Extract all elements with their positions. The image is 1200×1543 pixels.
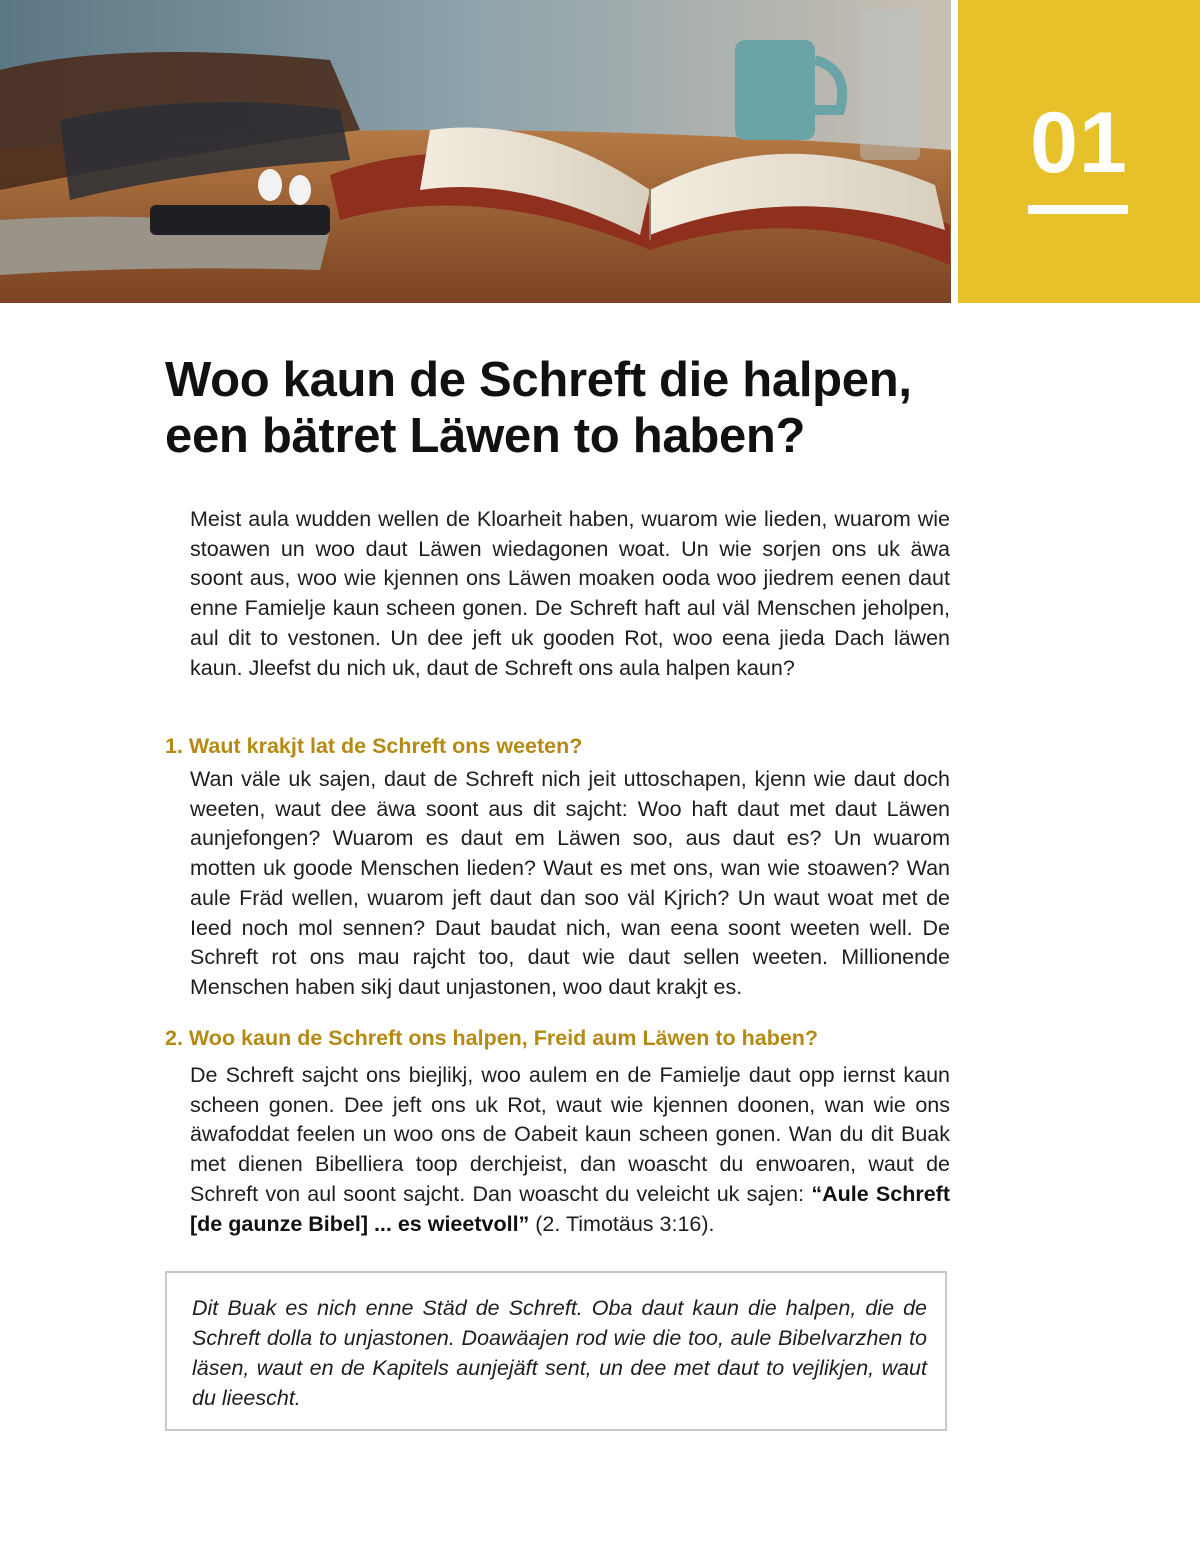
section-text-1: Wan väle uk sajen, daut de Schreft nich jeit uttoschapen, kjenn wie daut doch weeten, waut dee äwa soont aus dit sajcht: Woo haft daut met daut Läwen aunjefongen? Wuarom es daut em Läwen soo, aus daut es? Un wuarom motten uk goode Menschen lieden? Waut es met ons, wan wie stoawen? Wan aule Fräd wellen, wuarom jeft daut dan soo väl Kjrich? Un waut woat met de Ieed noch mol sennen? Daut baudat nich, wan eena soont weeten well. De Schreft rot ons mau rajcht too, daut wie daut sellen weeten. Millionende Menschen haben sikj daut unjastonen, woo daut krakjt es. xyxy=(190,767,950,999)
header-photo xyxy=(0,0,951,303)
section-text-2-body: De Schreft sajcht ons biejlikj, woo aulem en de Famielje daut opp iernst kaun scheen gonen. Dee jeft ons uk Rot, waut wie kjennen doonen, wan wie ons äwafoddat feelen un woo ons de Oabeit kaun scheen gonen. Wan du dit Buak met dienen Bibelliera toop derchjeist, dan woascht du enwoaren, waut de Schreft von aul soont sajcht. Dan woascht du veleicht uk sajen: xyxy=(190,1063,950,1206)
chapter-underline xyxy=(1028,205,1128,214)
chapter-box xyxy=(958,0,1200,303)
note-text: Dit Buak es nich enne Städ de Schreft. Oba daut kaun die halpen, die de Schreft dolla to unjastonen. Doawäajen rod wie die too, aule Bibelvarzhen to läsen, waut en de Kapitels aunjejäft sent, un dee met daut to vejlikjen, waut du lieescht. xyxy=(192,1296,927,1410)
section-text-2 xyxy=(190,1061,950,1239)
note-box xyxy=(165,1271,947,1431)
page-title-line-1: Woo kaun de Schreft die halpen, xyxy=(165,353,912,407)
bible-quote: “Aule Schreft [de gaunze Bibel] ... es wieetvoll” xyxy=(190,1181,950,1236)
chapter-number: 01 xyxy=(1030,95,1128,191)
bible-reference: (2. Timotäus 3:16). xyxy=(529,1211,715,1236)
page-title-line-2: een bätret Läwen to haben? xyxy=(165,409,806,463)
section-heading-2: 2. Woo kaun de Schreft ons halpen, Freid aum Läwen to haben? xyxy=(165,1026,819,1050)
open-book-illustration xyxy=(0,0,951,303)
intro-paragraph: Meist aula wudden wellen de Kloarheit haben, wuarom wie lieden, wuarom wie stoawen un woo daut Läwen wiedagonen woat. Un wie sorjen ons uk äwa soont aus, woo wie kjennen ons Läwen moaken ooda woo jiedrem eenen daut enne Famielje kaun scheen gonen. De Schreft haft aul väl Menschen jeholpen, aul dit to vestonen. Un dee jeft uk gooden Rot, woo eena jieda Dach läwen kaun. Jleefst du nich uk, daut de Schreft ons aula halpen kaun? xyxy=(190,507,950,680)
section-heading-1: 1. Waut krakjt lat de Schreft ons weeten? xyxy=(165,734,583,758)
page-title xyxy=(165,352,965,464)
